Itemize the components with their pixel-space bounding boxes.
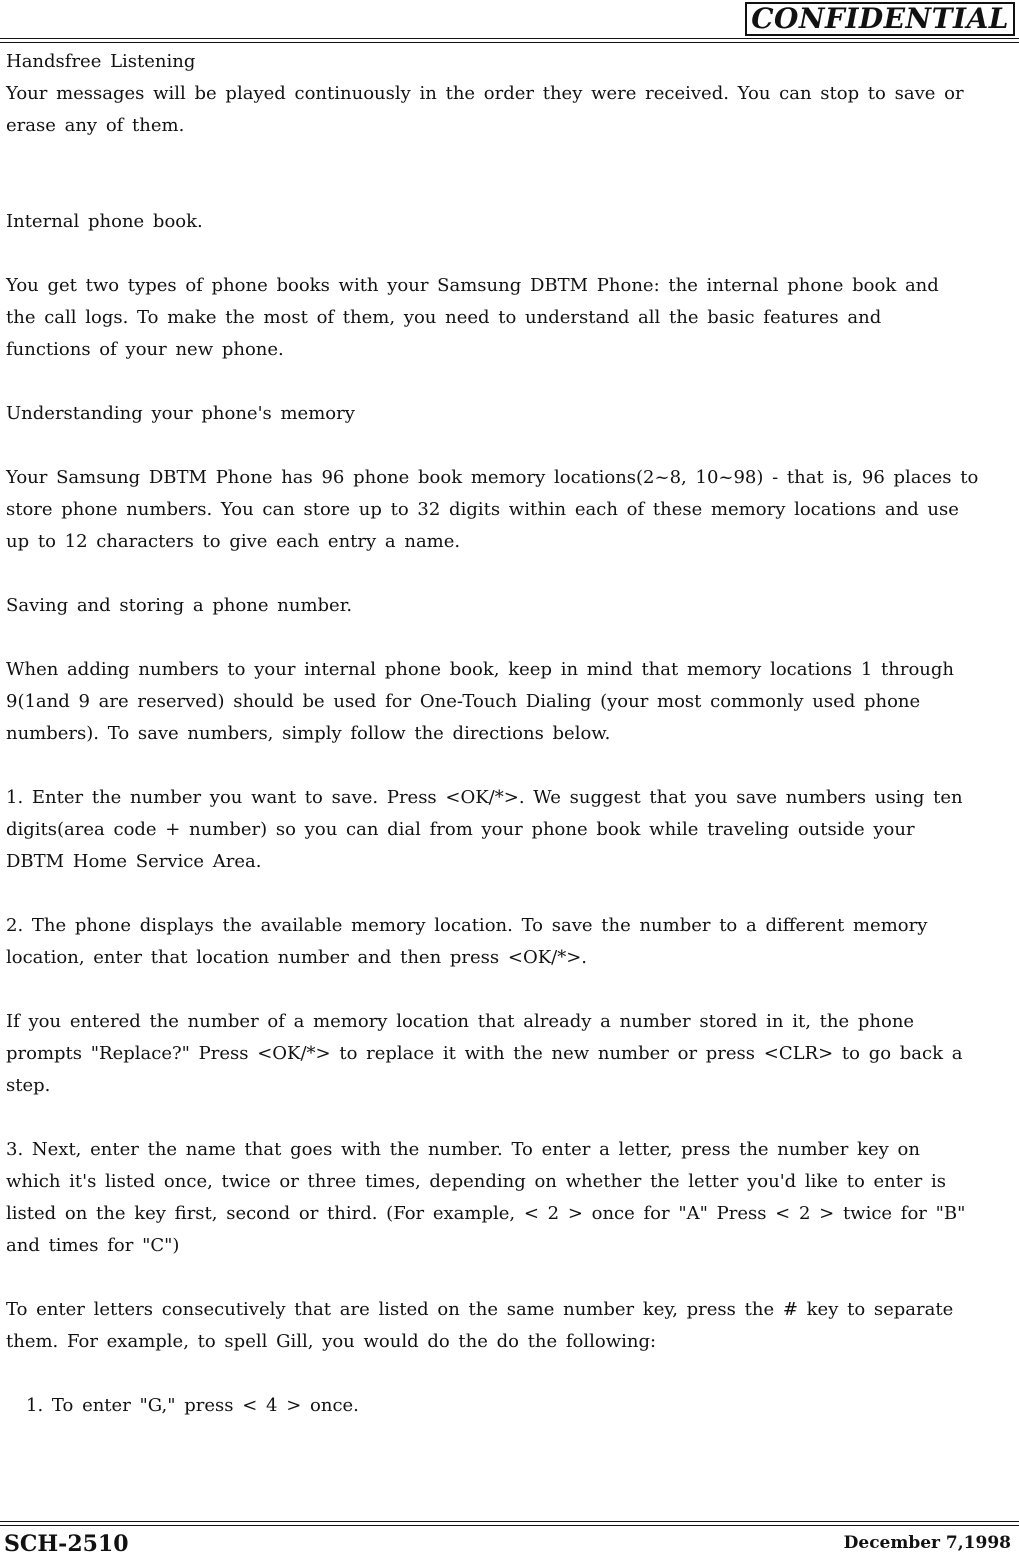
blank-line [6, 878, 1012, 910]
text-line: them. For example, to spell Gill, you would do the do the following: [6, 1331, 657, 1352]
sub-step-line: 1. To enter "G," press < 4 > once. [26, 1395, 359, 1416]
blank-line [6, 558, 1012, 590]
step-1-line: 1. Enter the number you want to save. Press <OK/*>. We suggest that you save numbers using ten [6, 787, 963, 808]
text-line: functions of your new phone. [6, 339, 284, 360]
text-line: numbers). To save numbers, simply follow the directions below. [6, 723, 611, 744]
blank-line [6, 366, 1012, 398]
blank-line [6, 142, 1012, 174]
text-line: store phone numbers. You can store up to 32 digits within each of these memory locations and use [6, 499, 959, 520]
model-number: SCH-2510 [4, 1531, 129, 1557]
document-body [6, 46, 1012, 1422]
text-line: digits(area code + number) so you can dial from your phone book while traveling outside your [6, 819, 915, 840]
document-date: December 7,1998 [843, 1533, 1011, 1553]
step-3-line: 3. Next, enter the name that goes with the number. To enter a letter, press the number key on [6, 1139, 920, 1160]
text-line: Your Samsung DBTM Phone has 96 phone book memory locations(2~8, 10~98) - that is, 96 places to [6, 467, 979, 488]
heading-phone-memory: Understanding your phone's memory [6, 403, 355, 424]
blank-line [6, 974, 1012, 1006]
text-line: erase any of them. [6, 115, 185, 136]
text-line: If you entered the number of a memory location that already a number stored in it, the phone [6, 1011, 915, 1032]
text-line: To enter letters consecutively that are listed on the same number key, press the # key to separate [6, 1299, 954, 1320]
text-line: up to 12 characters to give each entry a name. [6, 531, 461, 552]
text-line: listed on the key first, second or third. (For example, < 2 > once for "A" Press < 2 > twice for "B" [6, 1203, 966, 1224]
blank-line [6, 238, 1012, 270]
text-line: You get two types of phone books with your Samsung DBTM Phone: the internal phone book and [6, 275, 939, 296]
text-line: DBTM Home Service Area. [6, 851, 262, 872]
heading-saving-storing: Saving and storing a phone number. [6, 595, 353, 616]
heading-internal-phone-book: Internal phone book. [6, 211, 203, 232]
blank-line [6, 1102, 1012, 1134]
text-line: step. [6, 1075, 51, 1096]
text-line: 9(1and 9 are reserved) should be used for One-Touch Dialing (your most commonly used phone [6, 691, 921, 712]
header-rule-bottom [0, 42, 1019, 43]
confidential-badge: CONFIDENTIAL [745, 2, 1015, 36]
blank-line [6, 750, 1012, 782]
text-line: location, enter that location number and then press <OK/*>. [6, 947, 588, 968]
text-line: which it's listed once, twice or three times, depending on whether the letter you'd like to enter is [6, 1171, 946, 1192]
header-rule-top [0, 38, 1019, 39]
footer-rule-bottom [0, 1525, 1019, 1526]
text-line: prompts "Replace?" Press <OK/*> to replace it with the new number or press <CLR> to go back a [6, 1043, 963, 1064]
blank-line [6, 430, 1012, 462]
footer-rule-top [0, 1521, 1019, 1522]
text-line: Your messages will be played continuously in the order they were received. You can stop to save or [6, 83, 964, 104]
blank-line [6, 1262, 1012, 1294]
text-line: When adding numbers to your internal phone book, keep in mind that memory locations 1 through [6, 659, 955, 680]
text-line: the call logs. To make the most of them, you need to understand all the basic features and [6, 307, 882, 328]
heading-handsfree: Handsfree Listening [6, 51, 196, 72]
step-2-line: 2. The phone displays the available memory location. To save the number to a different memory [6, 915, 928, 936]
blank-line [6, 1358, 1012, 1390]
blank-line [6, 174, 1012, 206]
blank-line [6, 622, 1012, 654]
text-line: and times for "C") [6, 1235, 180, 1256]
